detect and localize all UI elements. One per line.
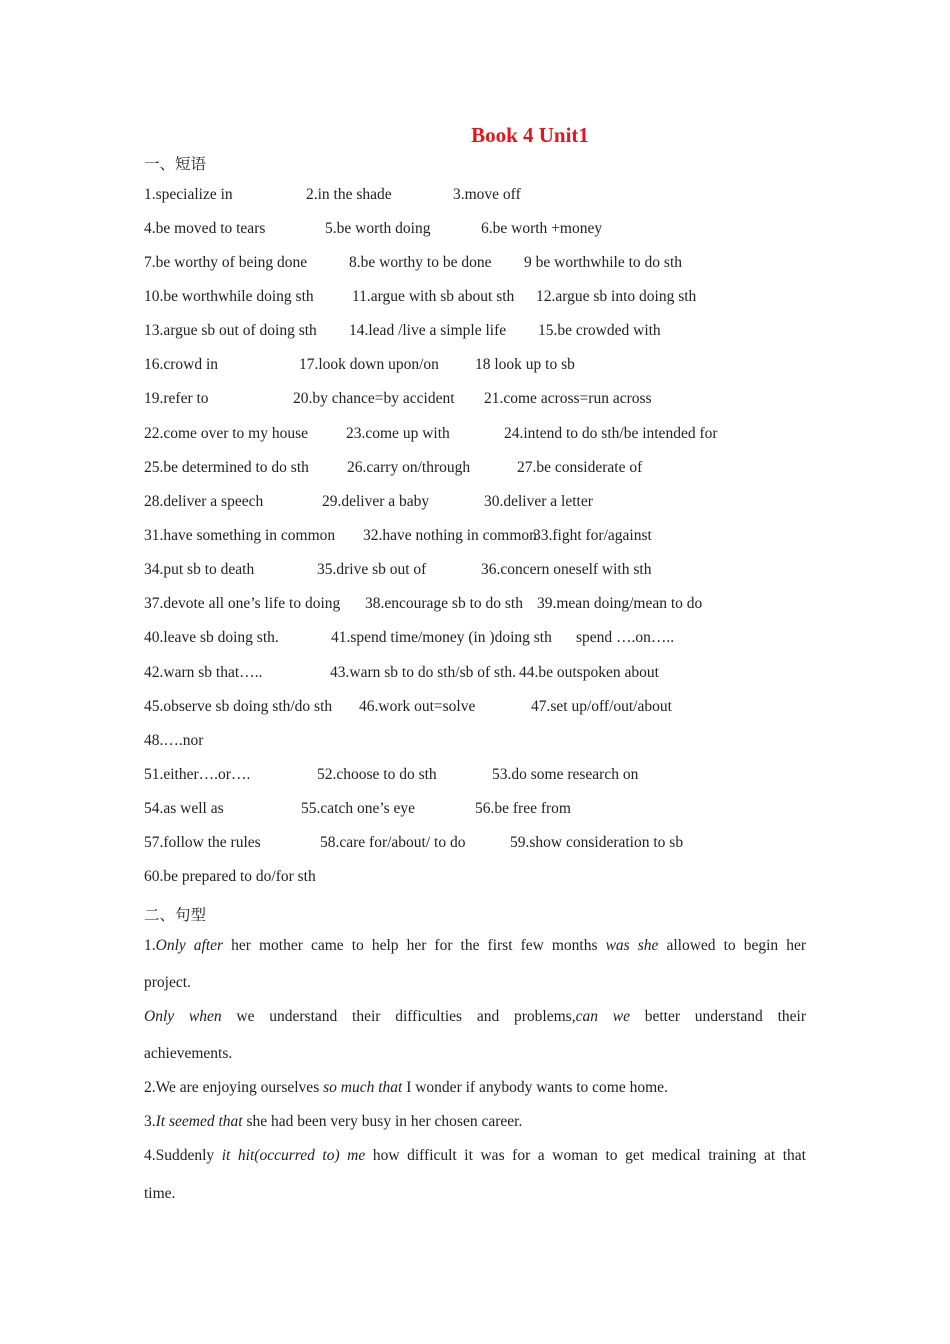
phrase-item: 24.intend to do sth/be intended for bbox=[504, 425, 718, 442]
phrase-item: 42.warn sb that….. bbox=[144, 664, 263, 681]
phrase-row bbox=[144, 698, 844, 718]
sentence-1a-continuation: project. bbox=[144, 974, 191, 991]
phrase-item: 19.refer to bbox=[144, 390, 209, 407]
phrase-row bbox=[144, 800, 844, 820]
phrase-item: 8.be worthy to be done bbox=[349, 254, 492, 271]
phrase-item: 45.observe sb doing sth/do sth bbox=[144, 698, 333, 715]
sentence-text: 2.We are enjoying ourselves bbox=[144, 1079, 324, 1096]
sentence-text: her mother came to help her for the first few months bbox=[223, 937, 606, 954]
phrase-item: 10.be worthwhile doing sth bbox=[144, 288, 314, 305]
sentence-text: 3. bbox=[144, 1113, 156, 1130]
phrase-item: 26.carry on/through bbox=[347, 459, 471, 476]
phrase-item: 7.be worthy of being done bbox=[144, 254, 308, 271]
phrase-item: 58.care for/about/ to do bbox=[320, 834, 466, 851]
phrase-item: 1.specialize in bbox=[144, 186, 233, 203]
phrase-row bbox=[144, 186, 844, 206]
phrase-item: 37.devote all one’s life to doing bbox=[144, 595, 341, 612]
phrase-row bbox=[144, 425, 844, 445]
phrase-item: 18 look up to sb bbox=[475, 356, 575, 373]
phrase-item: 22.come over to my house bbox=[144, 425, 309, 442]
sentence-italic: it hit(occurred to) me bbox=[221, 1147, 366, 1164]
phrase-item: 43.warn sb to do sth/sb of sth. bbox=[330, 664, 516, 681]
phrase-item: 36.concern oneself with sth bbox=[481, 561, 652, 578]
sentence-italic: was she bbox=[605, 937, 659, 954]
phrase-item: 32.have nothing in common bbox=[363, 527, 537, 544]
phrase-item: 14.lead /live a simple life bbox=[349, 322, 507, 339]
phrase-row bbox=[144, 868, 844, 888]
sentence-italic: Only after bbox=[155, 937, 224, 954]
phrase-row bbox=[144, 220, 844, 240]
sentence-2 bbox=[144, 1079, 668, 1097]
phrase-row bbox=[144, 322, 844, 342]
phrase-row bbox=[144, 288, 844, 308]
document-title: Book 4 Unit1 bbox=[471, 123, 589, 147]
phrase-row bbox=[144, 527, 844, 547]
phrase-item: 33.fight for/against bbox=[533, 527, 652, 544]
phrase-item: 41.spend time/money (in )doing sth bbox=[331, 629, 552, 646]
phrase-row bbox=[144, 664, 844, 684]
sentence-italic: Only when bbox=[144, 1008, 222, 1025]
sentence-text: I wonder if anybody wants to come home. bbox=[402, 1079, 668, 1096]
section-heading-sentences: 二、句型 bbox=[144, 907, 207, 924]
phrase-item: 35.drive sb out of bbox=[317, 561, 427, 578]
phrase-item: 3.move off bbox=[453, 186, 521, 203]
sentence-1a bbox=[144, 937, 806, 955]
phrase-row bbox=[144, 732, 844, 752]
sentence-text: better understand their bbox=[629, 1008, 806, 1025]
phrase-item: 44.be outspoken about bbox=[519, 664, 659, 681]
phrase-item: 31.have something in common bbox=[144, 527, 336, 544]
sentence-3 bbox=[144, 1113, 522, 1131]
phrase-item: 12.argue sb into doing sth bbox=[536, 288, 697, 305]
sentence-4-continuation: time. bbox=[144, 1185, 176, 1202]
phrase-item: 56.be free from bbox=[475, 800, 571, 817]
phrase-row bbox=[144, 561, 844, 581]
phrase-item: 15.be crowded with bbox=[538, 322, 661, 339]
phrase-item: 60.be prepared to do/for sth bbox=[144, 868, 316, 885]
phrase-item: 2.in the shade bbox=[306, 186, 392, 203]
sentence-text: we understand their difficulties and problems, bbox=[221, 1008, 576, 1025]
phrase-item: 48.….nor bbox=[144, 732, 204, 749]
phrase-row bbox=[144, 629, 844, 649]
sentence-4 bbox=[144, 1147, 806, 1165]
phrase-item: 6.be worth +money bbox=[481, 220, 603, 237]
sentence-text: 4.Suddenly bbox=[144, 1147, 222, 1164]
phrase-row bbox=[144, 390, 844, 410]
phrase-row bbox=[144, 595, 844, 615]
sentence-text: 1. bbox=[144, 937, 156, 954]
phrase-item: 5.be worth doing bbox=[325, 220, 431, 237]
sentence-1b-continuation: achievements. bbox=[144, 1045, 233, 1062]
phrase-item: 13.argue sb out of doing sth bbox=[144, 322, 317, 339]
section-heading-phrases: 一、短语 bbox=[144, 156, 207, 173]
phrase-item: 51.either….or…. bbox=[144, 766, 251, 783]
phrase-item: 25.be determined to do sth bbox=[144, 459, 309, 476]
phrase-row bbox=[144, 459, 844, 479]
phrase-item: 47.set up/off/out/about bbox=[531, 698, 672, 715]
phrase-item: 28.deliver a speech bbox=[144, 493, 264, 510]
phrase-item: spend ….on….. bbox=[576, 629, 675, 646]
sentence-italic: It seemed that bbox=[155, 1113, 243, 1130]
phrase-item: 34.put sb to death bbox=[144, 561, 255, 578]
phrase-item: 55.catch one’s eye bbox=[301, 800, 416, 817]
phrase-item: 4.be moved to tears bbox=[144, 220, 266, 237]
phrase-item: 9 be worthwhile to do sth bbox=[524, 254, 682, 271]
phrase-item: 30.deliver a letter bbox=[484, 493, 593, 510]
phrase-item: 21.come across=run across bbox=[484, 390, 652, 407]
phrase-row bbox=[144, 356, 844, 376]
phrase-row bbox=[144, 766, 844, 786]
phrase-item: 17.look down upon/on bbox=[299, 356, 439, 373]
sentence-1b bbox=[144, 1008, 806, 1026]
sentence-text: she had been very busy in her chosen career. bbox=[242, 1113, 523, 1130]
sentence-italic: can we bbox=[575, 1008, 630, 1025]
phrase-item: 16.crowd in bbox=[144, 356, 219, 373]
phrase-row bbox=[144, 834, 844, 854]
sentence-italic: so much that bbox=[323, 1079, 403, 1096]
phrase-row bbox=[144, 493, 844, 513]
phrase-row bbox=[144, 254, 844, 274]
phrase-item: 23.come up with bbox=[346, 425, 450, 442]
phrase-item: 11.argue with sb about sth bbox=[352, 288, 515, 305]
sentence-text: how difficult it was for a woman to get medical training at that bbox=[365, 1147, 806, 1164]
phrase-item: 27.be considerate of bbox=[517, 459, 643, 476]
phrase-item: 57.follow the rules bbox=[144, 834, 261, 851]
phrase-item: 52.choose to do sth bbox=[317, 766, 437, 783]
phrase-item: 39.mean doing/mean to do bbox=[537, 595, 703, 612]
phrase-item: 59.show consideration to sb bbox=[510, 834, 684, 851]
phrase-item: 29.deliver a baby bbox=[322, 493, 430, 510]
phrase-item: 38.encourage sb to do sth bbox=[365, 595, 523, 612]
phrase-item: 40.leave sb doing sth. bbox=[144, 629, 279, 646]
sentence-text: allowed to begin her bbox=[658, 937, 806, 954]
phrase-item: 54.as well as bbox=[144, 800, 224, 817]
phrase-item: 20.by chance=by accident bbox=[293, 390, 455, 407]
phrase-item: 53.do some research on bbox=[492, 766, 639, 783]
phrase-item: 46.work out=solve bbox=[359, 698, 476, 715]
